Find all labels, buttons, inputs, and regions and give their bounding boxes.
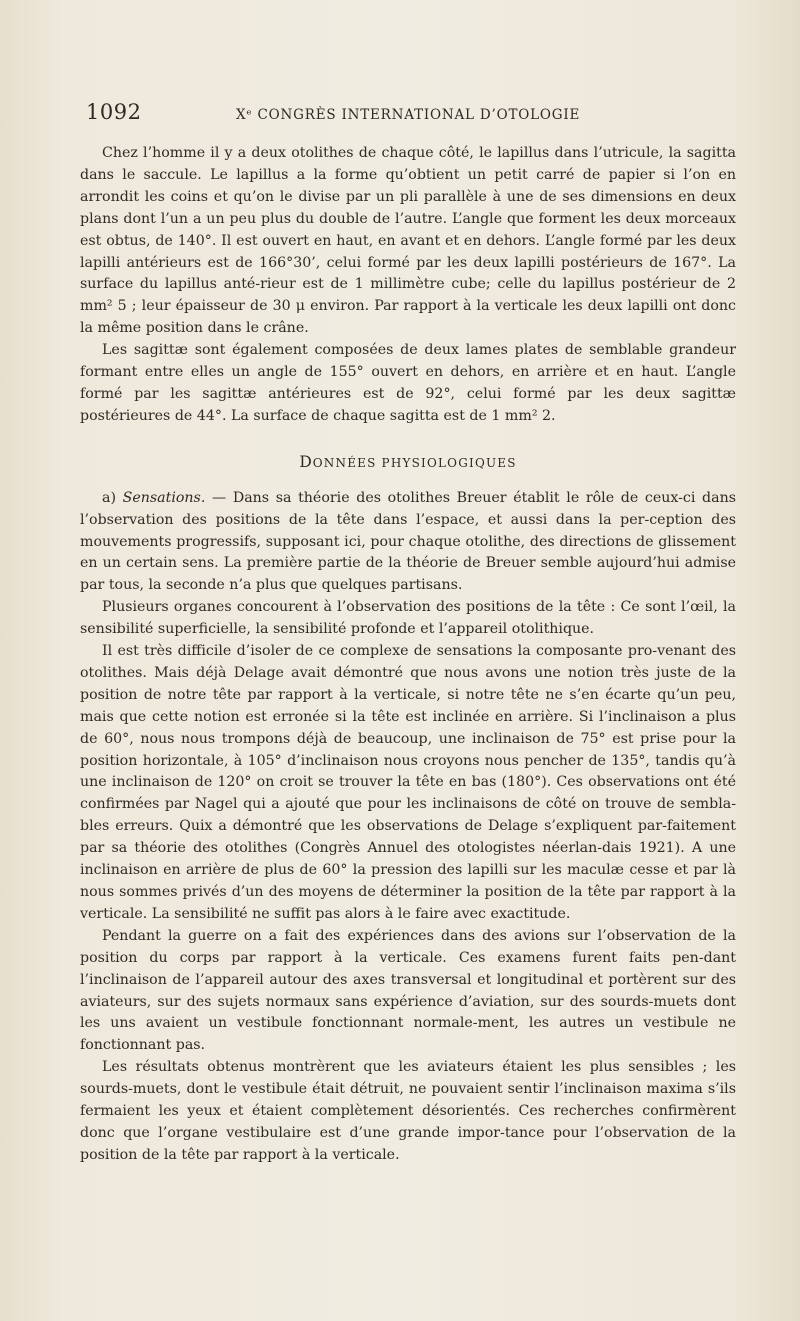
paragraph-delage: Il est très difficile d’isoler de ce complexe de sensations la composante pro-venant des otolithes. Mais déjà Delage avait démontré que nous avons une notion très juste de la position de notre tête par rapport à la verticale, si notre tête ne s’en écarte qu’un peu, mais que cette notion est erronée si la tête est inclinée en arrière. Si l’inclinaison a plus de 60°, nous nous trompons déjà de beaucoup, une inclinaison de 75° est prise pour la position horizontale, à 105° d’inclinaison nous croyons nous pencher de 135°, tandis qu’à une inclinaison de 120° on croit se trouver la tête en bas (180°). Ces observations ont été confirmées par Nagel qui a ajouté que pour les inclinaisons de côté on trouve de sembla-bles erreurs. Quix a démontré que les observations de Delage s’expliquent par-faitement par sa théorie des otolithes (Congrès Annuel des otologistes néerlan-dais 1921). A une inclinaison en arrière de plus de 60° la pression des lapilli sur les maculæ cesse et par là nous sommes privés d’un des moyens de déterminer la position de la tête par rapport à la verticale. La sensibilité ne suffit pas alors à le faire avec exactitude.	[80, 643, 736, 922]
page-header	[86, 100, 726, 140]
section-heading-word-1: ONNÉES	[312, 455, 382, 470]
section-heading	[80, 452, 736, 475]
subsection-label: a)	[102, 489, 123, 506]
paragraph-sagittae: Les sagittæ sont également composées de deux lames plates de semblable grandeur formant entre elles un angle de 155° ouvert en dehors, en arrière et en haut. L’angle formé par les sagittæ antérieures est de 92°, celui formé par les deux sagittæ postérieures de 44°. La surface de chaque sagitta est de 1 mm² 2.	[80, 342, 736, 424]
section-heading-initial: D	[299, 452, 313, 471]
body-text	[80, 143, 736, 1167]
page-number: 1092	[86, 100, 142, 124]
subsection-title: Sensations.	[122, 489, 206, 506]
paragraph-war-experiments: Pendant la guerre on a fait des expériences dans des avions sur l’observation de la position du corps par rapport à la verticale. Ces examens furent faits pen-dant l’inclinaison de l’appareil autour des axes transversal et longitudinal et portèrent sur des aviateurs, sur des sujets normaux sans expérience d’aviation, sur des sourds-muets dont les uns avaient un vestibule fonctionnant normale-ment, les autres un vestibule ne fonctionnant pas.	[80, 927, 736, 1054]
section-heading-word-2: PHYSIOLOGIQUES	[381, 455, 517, 470]
paragraph-results: Les résultats obtenus montrèrent que les aviateurs étaient les plus sensibles ; les sourds-muets, dont le vestibule était détruit, ne pouvaient sentir l’inclinaison maxima s’ils fermaient les yeux et étaient complètement désorientés. Ces recherches confirmèrent donc que l’organe vestibulaire est d’une grande impor-tance pour l’observation de la position de la tête par rapport à la verticale.	[80, 1059, 736, 1163]
paragraph-sensations	[80, 488, 736, 598]
paragraph-lapillus: Chez l’homme il y a deux otolithes de chaque côté, le lapillus dans l’utricule, la sagitta dans le saccule. Le lapillus a la forme qu’obtient un petit carré de papier si l’on en arrondit les coins et qu’on le divise par un pli parallèle à une de ses dimensions en deux plans dont l’un a un peu plus du double de l’autre. L’angle que forment les deux morceaux est obtus, de 140°. Il est ouvert en haut, en avant et en dehors. L’angle formé par les deux lapilli antérieurs est de 166°30’, celui formé par les deux lapilli postérieurs de 167°. La surface du lapillus anté-rieur est de 1 millimètre cube; celle du lapillus postérieur de 2 mm² 5 ; leur épaisseur de 30 μ environ. Par rapport à la verticale les deux lapilli ont donc la même position dans le crâne.	[80, 145, 736, 337]
paragraph-sensations-text: — Dans sa théorie des otolithes Breuer établit le rôle de ceux-ci dans l’observation des positions de la tête dans l’espace, et aussi dans la per-ception des mouvements progressifs, supposant ici, pour chaque otolithe, des directions de glissement en un certain sens. La première partie de la théorie de Breuer semble aujourd’hui admise par tous, la seconde n’a plus que quelques partisans.	[80, 489, 736, 594]
paragraph-organs: Plusieurs organes concourent à l’observation des positions de la tête : Ce sont l’œil, la sensibilité superficielle, la sensibilité profonde et l’appareil otolithique.	[80, 599, 736, 638]
running-title: Xᵉ CONGRÈS INTERNATIONAL D’OTOLOGIE	[236, 107, 581, 123]
